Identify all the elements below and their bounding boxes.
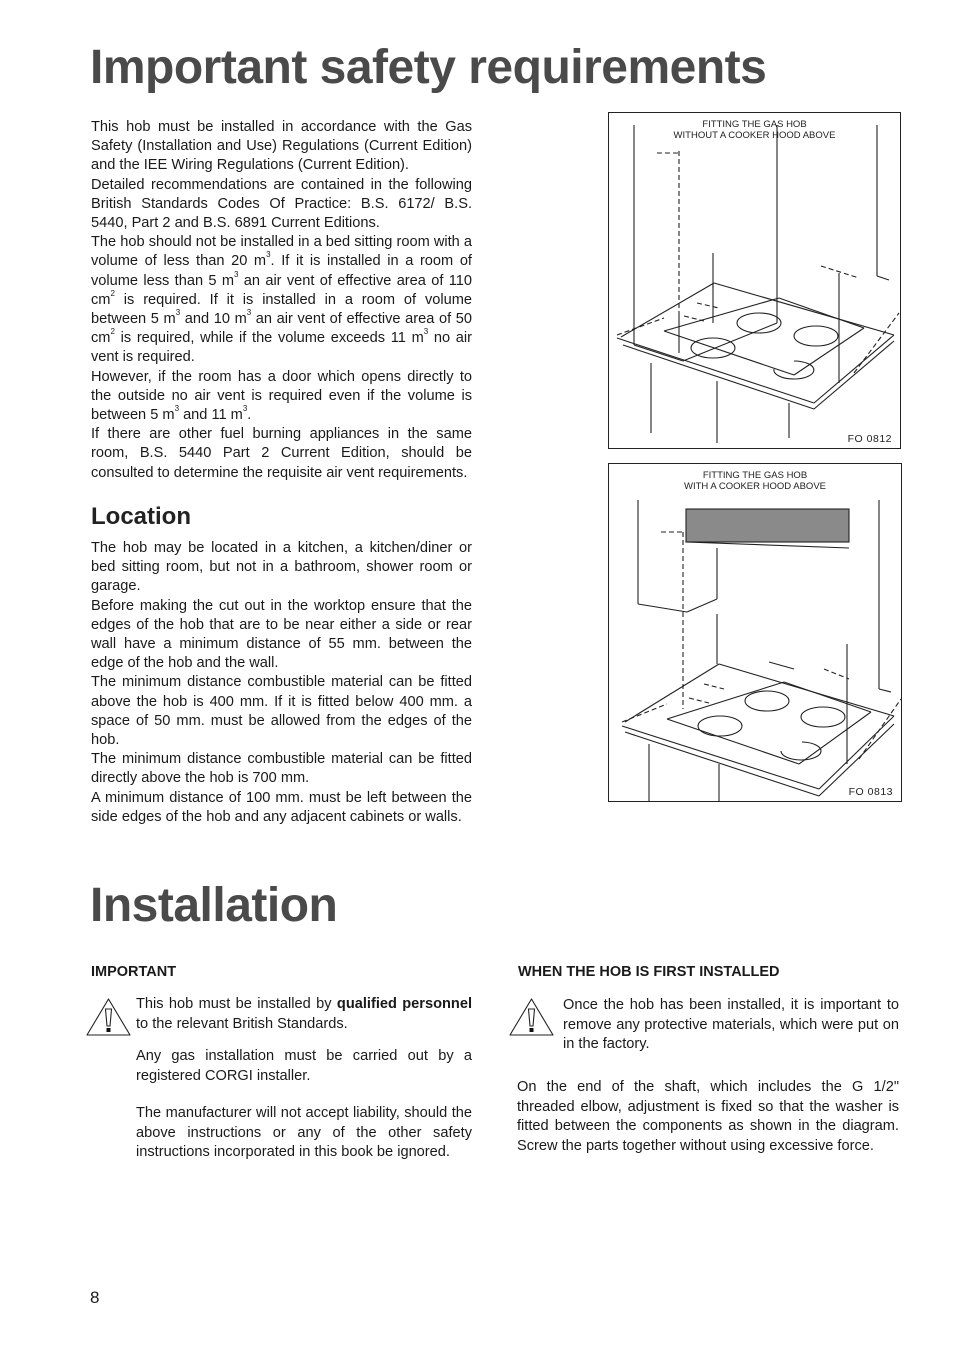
important-heading: IMPORTANT bbox=[91, 964, 177, 980]
shaft-paragraph: On the end of the shaft, which includes the G 1/2" threaded elbow, adjustment is fixed so that the washer is fitted between the components as shown in the diagram. Screw the parts together without using excessive force. bbox=[517, 1079, 899, 1154]
safety-paragraph-volume: The hob should not be installed in a bed sitting room with a volume of less than 20 $m^3$. If it is installed in a room of volume less than 5 $m^3$ an air vent of effective area of 110 $cm^2$ is required. If it is installed in a room of volume between 5 $m^3$ and 10 $m^3$ an air vent of effective area of 50 $cm^2$ is required, while if the volume exceeds 11 $m^3$ no air vent is required. bbox=[91, 234, 473, 366]
first-installed-heading: WHEN THE HOB IS FIRST INSTALLED bbox=[518, 964, 780, 980]
important-text bbox=[136, 995, 472, 1163]
location-paragraph: The hob may be located in a kitchen, a kitchen/diner or bed sitting room, but not in a bathroom, shower room or garage. bbox=[91, 540, 472, 595]
location-paragraph: Before making the cut out in the worktop ensure that the edges of the hob that are to be near either a side or rear wall have a minimum distance of 55 mm. between the edge of the hob and the wall. bbox=[91, 597, 472, 672]
safety-paragraph-door: However, if the room has a door which opens directly to the outside no air vent is required even if the volume is between 5 $m^3$ and 11 $m^3$. bbox=[91, 368, 472, 424]
safety-paragraph: Detailed recommendations are contained in the following British Standards Codes Of Practice: B.S. 6172/ B.S. 5440, Part 2 and B.S. 6891 Current Editions. bbox=[91, 176, 472, 232]
installation-title: Installation bbox=[90, 879, 338, 932]
important-paragraph: Any gas installation must be carried out by a registered CORGI installer. bbox=[136, 1048, 472, 1084]
hob-diagram-1 bbox=[609, 113, 900, 448]
page-title: Important safety requirements bbox=[90, 41, 767, 94]
warning-triangle-icon bbox=[85, 996, 132, 1038]
important-paragraph: The manufacturer will not accept liability, should the above instructions or any of the other safety instructions incorporated in this book be ignored. bbox=[136, 1105, 472, 1160]
page-number: 8 bbox=[90, 1288, 100, 1307]
location-paragraph: A minimum distance of 100 mm. must be left between the side edges of the hob and any adjacent cabinets or walls. bbox=[91, 789, 472, 825]
hob-diagram-2 bbox=[609, 464, 901, 801]
figure-hob-without-hood bbox=[608, 112, 901, 449]
figure-code: FO 0813 bbox=[848, 786, 893, 798]
first-installed-paragraph: Once the hob has been installed, it is important to remove any protective materials, which were put on in the factory. bbox=[563, 997, 899, 1052]
shaft-text bbox=[517, 1078, 899, 1156]
warning-triangle-icon bbox=[508, 996, 555, 1038]
safety-paragraph: This hob must be installed in accordance with the Gas Safety (Installation and Use) Regulations (Current Edition) and the IEE Wiring Regulations (Current Edition). bbox=[91, 119, 472, 174]
figure-title: FITTING THE GAS HOB WITHOUT A COOKER HOOD ABOVE bbox=[673, 119, 836, 141]
location-heading: Location bbox=[91, 503, 191, 530]
location-paragraph: The minimum distance combustible material can be fitted above the hob is 400 mm. If it is fitted below 400 mm. a space of 50 mm. must be allowed from the edges of the hob. bbox=[91, 674, 472, 749]
safety-text bbox=[91, 118, 472, 483]
figure-code: FO 0812 bbox=[847, 433, 892, 445]
safety-paragraph: If there are other fuel burning appliances in the same room, B.S. 5440 Part 2 Current Edition, should be consulted to determine the requisite air vent requirements. bbox=[91, 426, 472, 481]
first-installed-warning bbox=[563, 996, 899, 1055]
location-paragraph: The minimum distance combustible material can be fitted directly above the hob is 700 mm. bbox=[91, 751, 472, 787]
figure-hob-with-hood bbox=[608, 463, 902, 802]
location-text bbox=[91, 539, 472, 827]
important-paragraph: This hob must be installed by qualified personnel to the relevant British Standards. bbox=[136, 996, 473, 1032]
figure-title: FITTING THE GAS HOB WITH A COOKER HOOD ABOVE bbox=[684, 470, 826, 492]
